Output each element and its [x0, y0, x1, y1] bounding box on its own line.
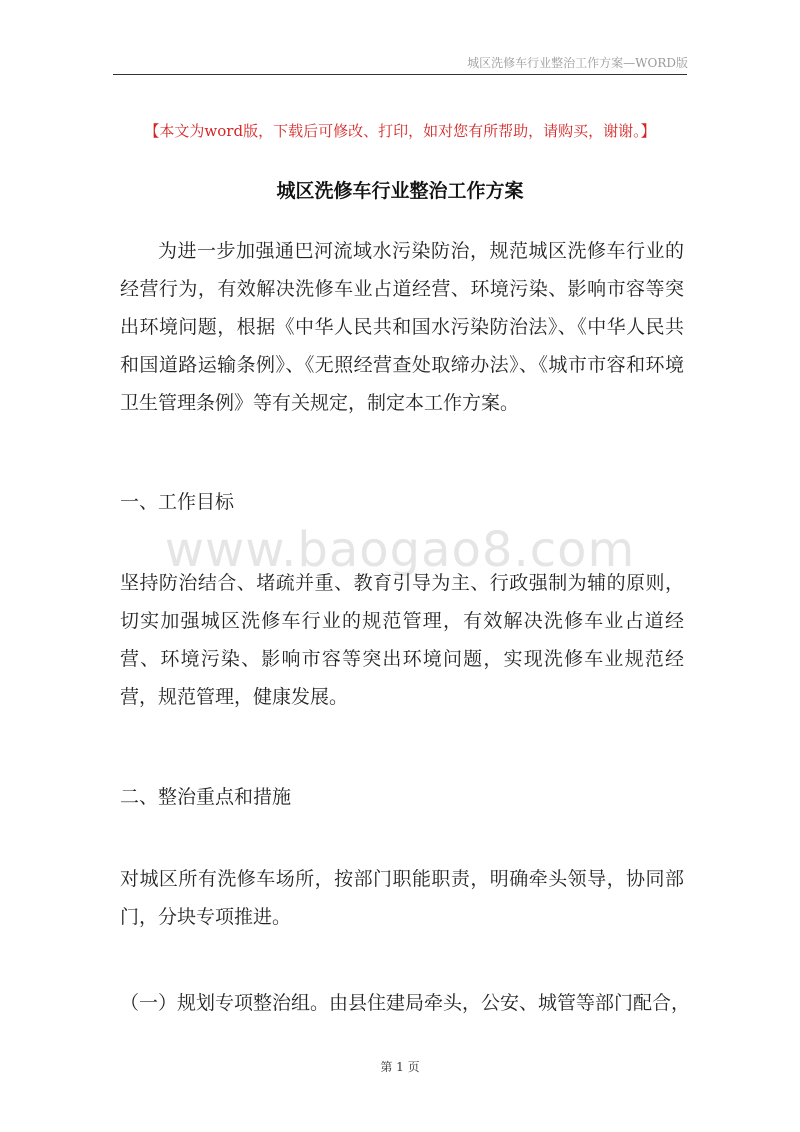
section-heading-measures: 二、整治重点和措施: [120, 786, 292, 808]
goals-paragraph: 坚持防治结合、堵疏并重、教育引导为主、行政强制为辅的原则，切实加强城区洗修车行业的规范管理，有效解决洗修车业占道经营、环境污染、影响市容等突出环境问题，实现洗修车业规范经营，规范管理，健康发展。: [120, 572, 684, 708]
document-title: 城区洗修车行业整治工作方案: [276, 180, 524, 202]
subsection-paragraph: （一）规划专项整治组。由县住建局牵头，公安、城管等部门配合，: [120, 992, 691, 1014]
intro-paragraph: 为进一步加强通巴河流域水污染防治，规范城区洗修车行业的经营行为，有效解决洗修车业占道经营、环境污染、影响市容等突出环境问题，根据《中华人民共和国水污染防治法》、《中华人民共和国道路运输条例》、《无照经营查处取缔办法》、《城市市容和环境卫生管理条例》等有关规定，制定本工作方案。: [120, 240, 684, 414]
header-divider: [113, 74, 687, 75]
watermark: www.baogao8.com: [164, 522, 636, 578]
running-header: 城区洗修车行业整治工作方案—WORD版: [467, 56, 688, 70]
section-heading-goals: 一、工作目标: [120, 491, 235, 513]
measures-paragraph: 对城区所有洗修车场所，按部门职能职责，明确牵头领导，协同部门，分块专项推进。: [120, 868, 684, 928]
page-number: 第 1 页: [380, 1060, 420, 1074]
purchase-notice: 【本文为word版，下载后可修改、打印，如对您有所帮助，请购买，谢谢。】: [144, 122, 656, 140]
